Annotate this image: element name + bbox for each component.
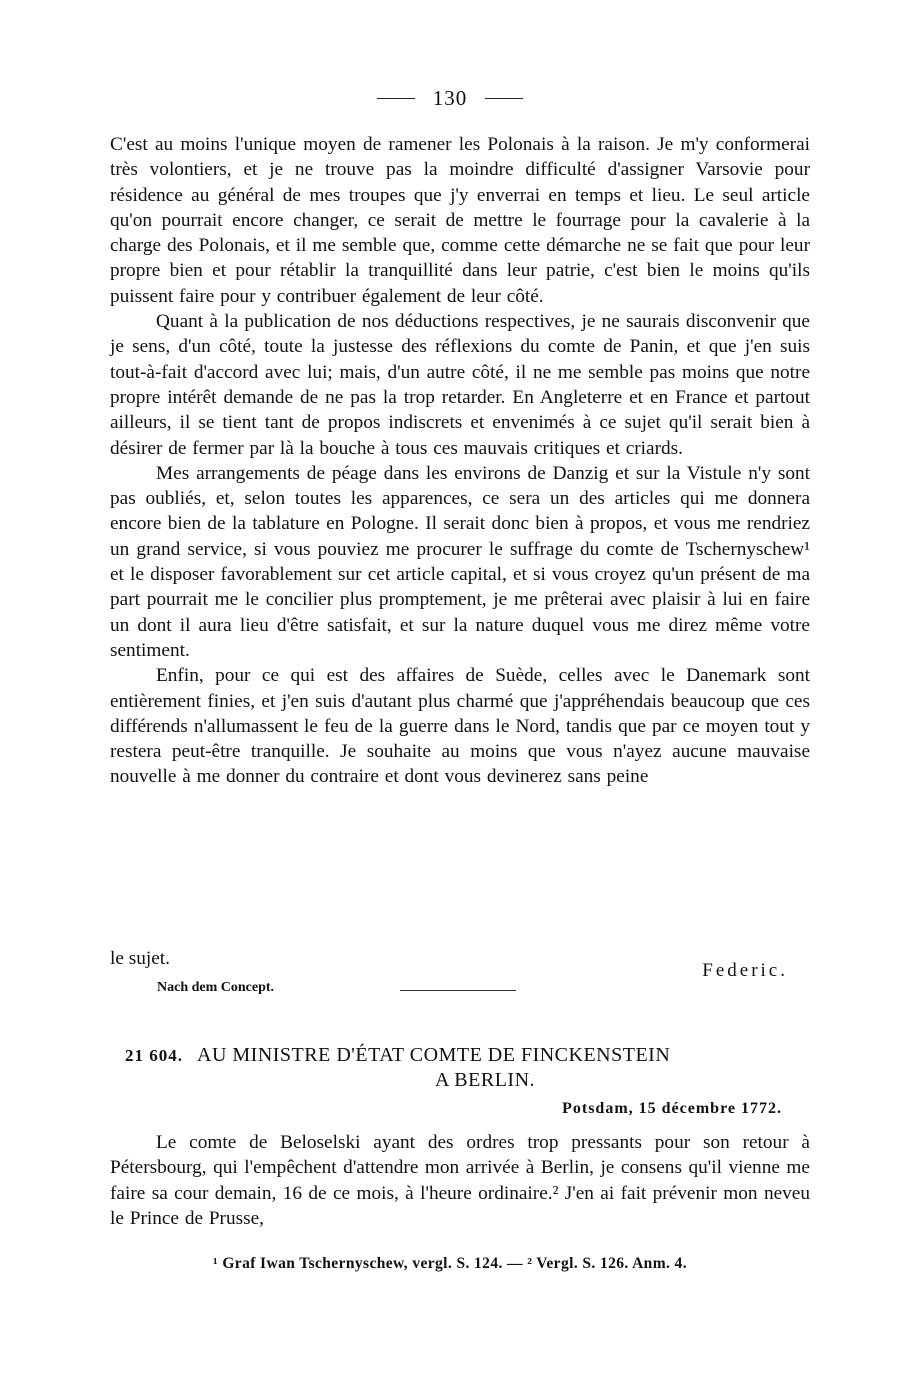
paragraph: C'est au moins l'unique moyen de ramener les Polonais à la raison. Je m'y conformerai très volontiers, et je ne trouve pas la moindre difficulté d'assigner Varsovie pour résidence au général de mes troupes que j'y enverrai en temps et lieu. Le seul article qu'on pourrait encore changer, ce serait de mettre le fourrage pour la cavalerie à la charge des Polonais, et il me semble que, comme cette démarche ne se fait que pour leur propre bien et pour rétablir la tranquillité dans leur patrie, c'est bien le moins qu'ils puissent faire pour y contribuer également de leur côté.	[110, 134, 810, 307]
closing-line: le sujet.	[110, 948, 170, 969]
page-header	[0, 86, 900, 111]
heading-line-2: A BERLIN.	[434, 1069, 536, 1091]
document-heading	[125, 1043, 805, 1093]
letter-body	[110, 132, 810, 790]
header-rule-right	[485, 98, 523, 99]
heading-line-1: AU MINISTRE D'ÉTAT COMTE DE FINCKENSTEIN	[197, 1044, 671, 1066]
separator-rule	[400, 990, 516, 991]
document-body	[110, 1130, 810, 1231]
footnotes: ¹ Graf Iwan Tschernyschew, vergl. S. 124. — ² Vergl. S. 126. Anm. 4.	[213, 1255, 687, 1272]
page-number: 130	[432, 86, 468, 110]
paragraph: Mes arrangements de péage dans les environs de Danzig et sur la Vistule n'y sont pas oubliés, et, selon toutes les apparences, ce sera un des articles qui me donnera encore bien de la tablature en Pologne. Il serait donc bien à propos, et vous me rendriez un grand service, si vous pouviez me procurer le suffrage du comte de Tschernyschew¹ et le disposer favorablement sur cet article capital, et si vous croyez qu'un présent de ma part pourrait me le concilier plus promptement, je me prêterai avec plaisir à lui en faire un dont il aura lieu d'être satisfait, et sur la nature duquel vous me direz même votre sentiment.	[110, 462, 810, 661]
paragraph: Enfin, pour ce qui est des affaires de Suède, celles avec le Danemark sont entièrement finies, et j'en suis d'autant plus charmé que j'appréhendais beaucoup que ces différends n'allumassent le feu de la guerre dans le Nord, tandis que par ce moyen tout y restera peut-être tranquille. Je souhaite au moins que vous n'ayez aucune mauvaise nouvelle à me donner du contraire et dont vous devinerez sans peine	[110, 665, 810, 788]
header-rule-left	[377, 98, 415, 99]
closing-block	[110, 946, 810, 1006]
signature: Federic.	[702, 960, 788, 981]
document-number: 21 604.	[125, 1046, 183, 1065]
source-note: Nach dem Concept.	[157, 980, 275, 995]
dateline: Potsdam, 15 décembre 1772.	[562, 1100, 782, 1117]
paragraph: Le comte de Beloselski ayant des ordres trop pressants pour son retour à Pétersbourg, qui l'empêchent d'attendre mon arrivée à Berlin, je consens qu'il vienne me faire sa cour demain, 16 de ce mois, à l'heure ordinaire.² J'en ai fait prévenir mon neveu le Prince de Prusse,	[110, 1132, 810, 1229]
paragraph: Quant à la publication de nos déductions respectives, je ne saurais disconvenir que je sens, d'un côté, toute la justesse des réflexions du comte de Panin, et que j'en suis tout-à-fait d'accord avec lui; mais, d'un autre côté, il ne me semble pas moins que notre propre intérêt demande de ne pas la trop retarder. En Angleterre et en France et partout ailleurs, il se tient tant de propos indiscrets et envenimés à ce sujet qu'il serait bien à désirer de fermer par là la bouche à tous ces mauvais critiques et criards.	[110, 311, 810, 459]
